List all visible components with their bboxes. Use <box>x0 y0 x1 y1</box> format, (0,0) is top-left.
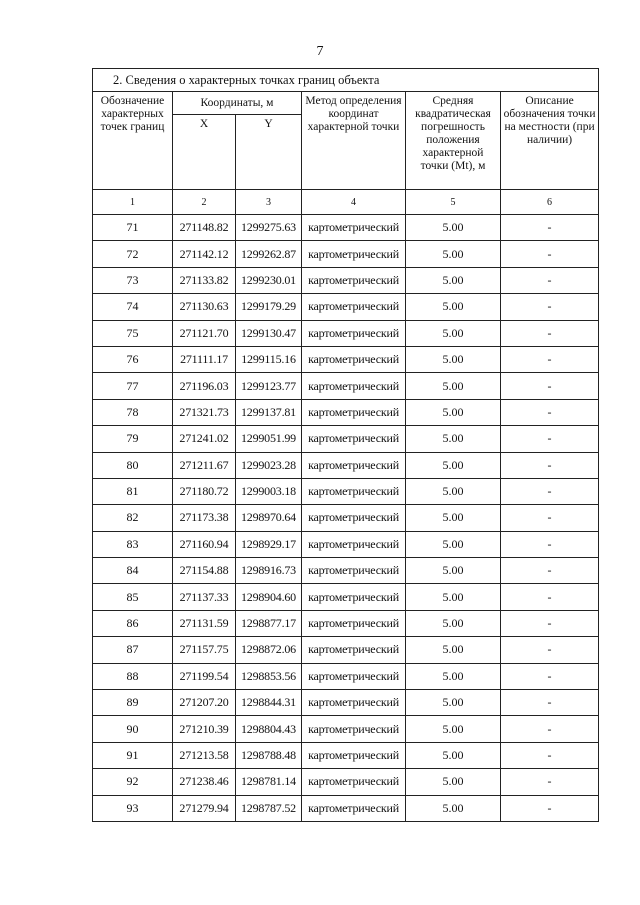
header-x: X <box>173 115 236 190</box>
point-cell: 83 <box>93 531 173 557</box>
accuracy-cell: 5.00 <box>406 742 501 768</box>
description-cell: - <box>501 637 599 663</box>
point-cell: 72 <box>93 241 173 267</box>
description-cell: - <box>501 373 599 399</box>
y-coordinate-cell: 1298872.06 <box>236 637 302 663</box>
table-row <box>93 610 599 636</box>
table-row <box>93 637 599 663</box>
y-coordinate-cell: 1299262.87 <box>236 241 302 267</box>
x-coordinate-cell: 271238.46 <box>173 769 236 795</box>
header-coordinates: Координаты, м <box>173 92 302 115</box>
point-cell: 86 <box>93 610 173 636</box>
accuracy-cell: 5.00 <box>406 505 501 531</box>
method-cell: картометрический <box>302 241 406 267</box>
accuracy-cell: 5.00 <box>406 346 501 372</box>
method-cell: картометрический <box>302 769 406 795</box>
column-number: 4 <box>302 190 406 215</box>
method-cell: картометрический <box>302 558 406 584</box>
table-row <box>93 241 599 267</box>
x-coordinate-cell: 271131.59 <box>173 610 236 636</box>
y-coordinate-cell: 1299179.29 <box>236 294 302 320</box>
description-cell: - <box>501 610 599 636</box>
description-cell: - <box>501 478 599 504</box>
y-coordinate-cell: 1299130.47 <box>236 320 302 346</box>
description-cell: - <box>501 531 599 557</box>
table-row <box>93 426 599 452</box>
point-cell: 90 <box>93 716 173 742</box>
accuracy-cell: 5.00 <box>406 373 501 399</box>
x-coordinate-cell: 271160.94 <box>173 531 236 557</box>
x-coordinate-cell: 271137.33 <box>173 584 236 610</box>
y-coordinate-cell: 1298916.73 <box>236 558 302 584</box>
accuracy-cell: 5.00 <box>406 294 501 320</box>
column-number: 6 <box>501 190 599 215</box>
description-cell: - <box>501 769 599 795</box>
method-cell: картометрический <box>302 690 406 716</box>
description-cell: - <box>501 452 599 478</box>
method-cell: картометрический <box>302 478 406 504</box>
table-row <box>93 452 599 478</box>
accuracy-cell: 5.00 <box>406 267 501 293</box>
description-cell: - <box>501 215 599 241</box>
boundary-points-table <box>92 68 599 822</box>
point-cell: 88 <box>93 663 173 689</box>
method-cell: картометрический <box>302 320 406 346</box>
y-coordinate-cell: 1298904.60 <box>236 584 302 610</box>
method-cell: картометрический <box>302 637 406 663</box>
table-row <box>93 478 599 504</box>
column-number: 2 <box>173 190 236 215</box>
x-coordinate-cell: 271133.82 <box>173 267 236 293</box>
table-row <box>93 769 599 795</box>
description-cell: - <box>501 267 599 293</box>
description-cell: - <box>501 346 599 372</box>
point-cell: 84 <box>93 558 173 584</box>
accuracy-cell: 5.00 <box>406 690 501 716</box>
y-coordinate-cell: 1299230.01 <box>236 267 302 293</box>
description-cell: - <box>501 241 599 267</box>
accuracy-cell: 5.00 <box>406 558 501 584</box>
x-coordinate-cell: 271148.82 <box>173 215 236 241</box>
y-coordinate-cell: 1299051.99 <box>236 426 302 452</box>
header-row <box>93 92 599 115</box>
y-coordinate-cell: 1299023.28 <box>236 452 302 478</box>
x-coordinate-cell: 271142.12 <box>173 241 236 267</box>
point-cell: 75 <box>93 320 173 346</box>
header-point: Обозначение характерных точек границ <box>93 92 173 190</box>
method-cell: картометрический <box>302 584 406 610</box>
y-coordinate-cell: 1299123.77 <box>236 373 302 399</box>
accuracy-cell: 5.00 <box>406 610 501 636</box>
point-cell: 81 <box>93 478 173 504</box>
y-coordinate-cell: 1298853.56 <box>236 663 302 689</box>
description-cell: - <box>501 742 599 768</box>
method-cell: картометрический <box>302 267 406 293</box>
accuracy-cell: 5.00 <box>406 215 501 241</box>
point-cell: 78 <box>93 399 173 425</box>
accuracy-cell: 5.00 <box>406 320 501 346</box>
table-row <box>93 742 599 768</box>
section-title: 2. Сведения о характерных точках границ объекта <box>93 69 599 92</box>
point-cell: 89 <box>93 690 173 716</box>
point-cell: 71 <box>93 215 173 241</box>
y-coordinate-cell: 1298787.52 <box>236 795 302 821</box>
x-coordinate-cell: 271279.94 <box>173 795 236 821</box>
accuracy-cell: 5.00 <box>406 452 501 478</box>
method-cell: картометрический <box>302 795 406 821</box>
method-cell: картометрический <box>302 663 406 689</box>
table-row <box>93 716 599 742</box>
table-row <box>93 505 599 531</box>
header-y: Y <box>236 115 302 190</box>
table-row <box>93 320 599 346</box>
header-accuracy: Средняя квадратическая погрешность положения характерной точки (Mt), м <box>406 92 501 190</box>
x-coordinate-cell: 271154.88 <box>173 558 236 584</box>
table-row <box>93 399 599 425</box>
table-row <box>93 795 599 821</box>
y-coordinate-cell: 1298877.17 <box>236 610 302 636</box>
table-row <box>93 690 599 716</box>
x-coordinate-cell: 271241.02 <box>173 426 236 452</box>
column-number: 3 <box>236 190 302 215</box>
method-cell: картометрический <box>302 742 406 768</box>
table-row <box>93 373 599 399</box>
method-cell: картометрический <box>302 399 406 425</box>
point-cell: 76 <box>93 346 173 372</box>
accuracy-cell: 5.00 <box>406 637 501 663</box>
accuracy-cell: 5.00 <box>406 769 501 795</box>
table-row <box>93 584 599 610</box>
description-cell: - <box>501 795 599 821</box>
description-cell: - <box>501 426 599 452</box>
x-coordinate-cell: 271130.63 <box>173 294 236 320</box>
x-coordinate-cell: 271196.03 <box>173 373 236 399</box>
table-row <box>93 267 599 293</box>
method-cell: картометрический <box>302 505 406 531</box>
accuracy-cell: 5.00 <box>406 426 501 452</box>
accuracy-cell: 5.00 <box>406 399 501 425</box>
method-cell: картометрический <box>302 452 406 478</box>
method-cell: картометрический <box>302 531 406 557</box>
column-number: 1 <box>93 190 173 215</box>
table-row <box>93 294 599 320</box>
accuracy-cell: 5.00 <box>406 795 501 821</box>
x-coordinate-cell: 271121.70 <box>173 320 236 346</box>
x-coordinate-cell: 271173.38 <box>173 505 236 531</box>
accuracy-cell: 5.00 <box>406 584 501 610</box>
point-cell: 80 <box>93 452 173 478</box>
method-cell: картометрический <box>302 373 406 399</box>
description-cell: - <box>501 584 599 610</box>
point-cell: 73 <box>93 267 173 293</box>
table-row <box>93 346 599 372</box>
point-cell: 82 <box>93 505 173 531</box>
description-cell: - <box>501 399 599 425</box>
description-cell: - <box>501 505 599 531</box>
y-coordinate-cell: 1298804.43 <box>236 716 302 742</box>
point-cell: 77 <box>93 373 173 399</box>
description-cell: - <box>501 716 599 742</box>
point-cell: 74 <box>93 294 173 320</box>
column-number-row <box>93 190 599 215</box>
table-row <box>93 215 599 241</box>
y-coordinate-cell: 1298970.64 <box>236 505 302 531</box>
point-cell: 91 <box>93 742 173 768</box>
x-coordinate-cell: 271199.54 <box>173 663 236 689</box>
point-cell: 87 <box>93 637 173 663</box>
header-method: Метод определения координат характерной точки <box>302 92 406 190</box>
y-coordinate-cell: 1299003.18 <box>236 478 302 504</box>
y-coordinate-cell: 1299137.81 <box>236 399 302 425</box>
method-cell: картометрический <box>302 294 406 320</box>
point-cell: 79 <box>93 426 173 452</box>
accuracy-cell: 5.00 <box>406 663 501 689</box>
page-number: 7 <box>316 44 324 59</box>
method-cell: картометрический <box>302 346 406 372</box>
method-cell: картометрический <box>302 610 406 636</box>
point-cell: 93 <box>93 795 173 821</box>
y-coordinate-cell: 1298781.14 <box>236 769 302 795</box>
y-coordinate-cell: 1299115.16 <box>236 346 302 372</box>
y-coordinate-cell: 1298844.31 <box>236 690 302 716</box>
x-coordinate-cell: 271111.17 <box>173 346 236 372</box>
method-cell: картометрический <box>302 716 406 742</box>
x-coordinate-cell: 271207.20 <box>173 690 236 716</box>
x-coordinate-cell: 271213.58 <box>173 742 236 768</box>
description-cell: - <box>501 558 599 584</box>
accuracy-cell: 5.00 <box>406 531 501 557</box>
x-coordinate-cell: 271180.72 <box>173 478 236 504</box>
x-coordinate-cell: 271157.75 <box>173 637 236 663</box>
point-cell: 85 <box>93 584 173 610</box>
accuracy-cell: 5.00 <box>406 478 501 504</box>
y-coordinate-cell: 1298929.17 <box>236 531 302 557</box>
description-cell: - <box>501 294 599 320</box>
description-cell: - <box>501 320 599 346</box>
header-description: Описание обозначения точки на местности (при наличии) <box>501 92 599 190</box>
description-cell: - <box>501 690 599 716</box>
section-title-row <box>93 69 599 92</box>
accuracy-cell: 5.00 <box>406 716 501 742</box>
point-cell: 92 <box>93 769 173 795</box>
y-coordinate-cell: 1298788.48 <box>236 742 302 768</box>
method-cell: картометрический <box>302 215 406 241</box>
x-coordinate-cell: 271210.39 <box>173 716 236 742</box>
table-row <box>93 663 599 689</box>
x-coordinate-cell: 271321.73 <box>173 399 236 425</box>
table-row <box>93 558 599 584</box>
y-coordinate-cell: 1299275.63 <box>236 215 302 241</box>
table-row <box>93 531 599 557</box>
description-cell: - <box>501 663 599 689</box>
accuracy-cell: 5.00 <box>406 241 501 267</box>
method-cell: картометрический <box>302 426 406 452</box>
column-number: 5 <box>406 190 501 215</box>
x-coordinate-cell: 271211.67 <box>173 452 236 478</box>
